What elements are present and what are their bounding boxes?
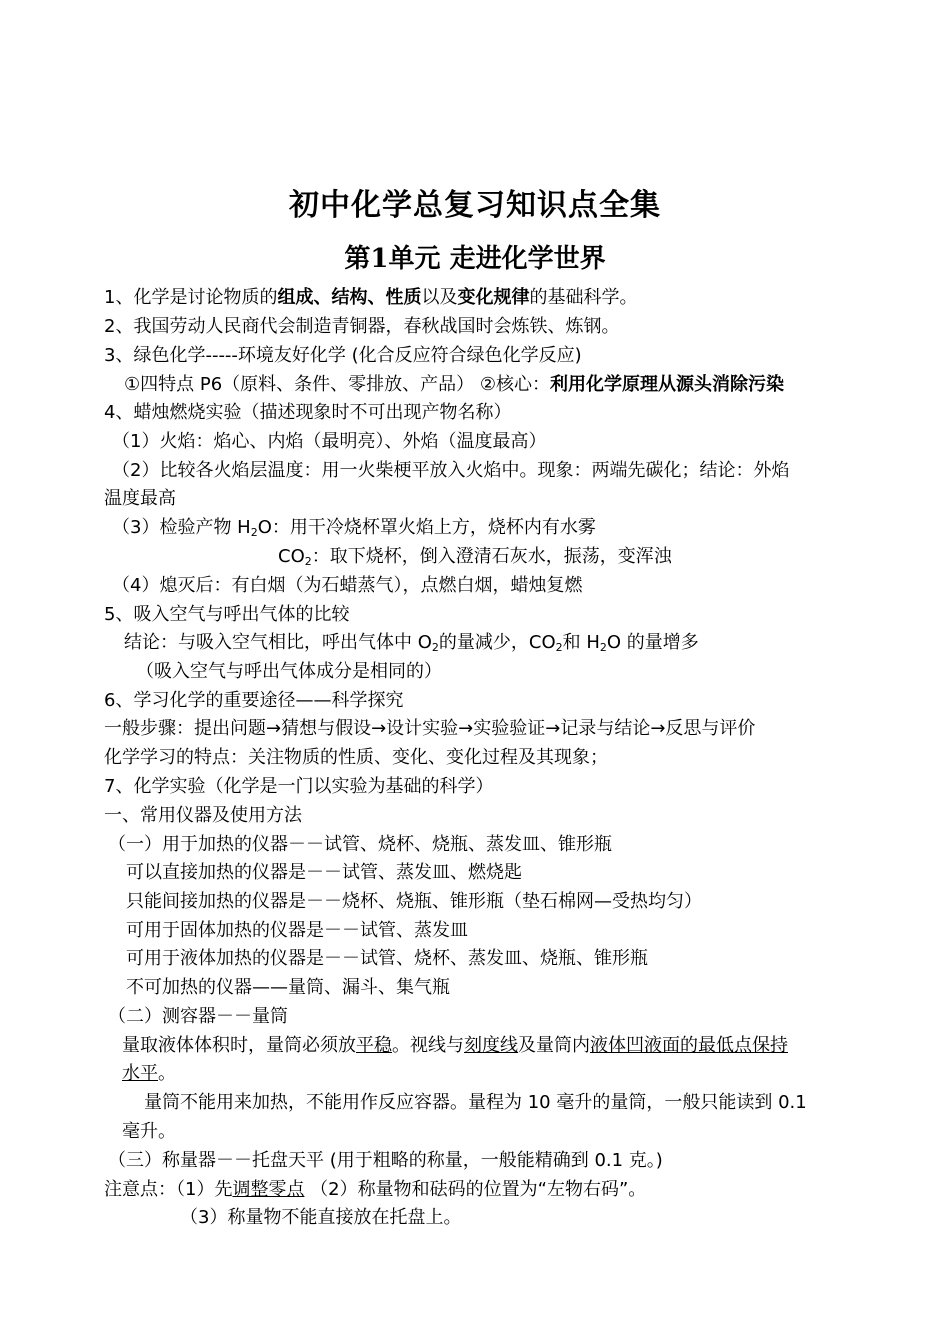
point-4-1: （1）火焰：焰心、内焰（最明亮）、外焰（温度最高） — [112, 431, 547, 452]
section-1-3: （三）称量器－－托盘天平 (用于粗略的称量，一般能精确到 0.1 克。) — [108, 1150, 663, 1171]
section-1-1-e: 不可加热的仪器——量筒、漏斗、集气瓶 — [126, 977, 450, 998]
point-1: 1、化学是讨论物质的组成、结构、性质以及变化规律的基础科学。 — [104, 287, 638, 308]
point-5: 5、吸入空气与呼出气体的比较 — [104, 604, 350, 625]
section-1-2-a-cont: 水平。 — [122, 1063, 176, 1084]
point-4-3-co2: $CO_2$：取下烧杯，倒入澄清石灰水，振荡，变浑浊 — [278, 546, 672, 568]
point-3: 3、绿色化学-----环境友好化学 (化合反应符合绿色化学反应) — [104, 345, 582, 366]
section-1-2-b-cont: 毫升。 — [122, 1121, 176, 1142]
point-4-2: （2）比较各火焰层温度：用一火柴梗平放入火焰中。现象：两端先碳化；结论：外焰 — [112, 460, 790, 481]
section-1-1-b: 只能间接加热的仪器是－－烧杯、烧瓶、锥形瓶（垫石棉网—受热均匀） — [126, 891, 702, 912]
point-4-4: （4）熄灭后：有白烟（为石蜡蒸气），点燃白烟，蜡烛复燃 — [112, 575, 583, 596]
section-1-2-b: 量筒不能用来加热，不能用作反应容器。量程为 10 毫升的量筒，一般只能读到 0.1 — [144, 1092, 807, 1113]
section-1-1-c: 可用于固体加热的仪器是－－试管、蒸发皿 — [126, 920, 468, 941]
point-4-2-cont: 温度最高 — [104, 488, 176, 509]
unit-title: 第1单元 走进化学世界 — [344, 244, 606, 274]
section-1-2-a: 量取液体体积时，量筒必须放平稳。视线与刻度线及量筒内液体凹液面的最低点保持 — [122, 1035, 788, 1056]
note-1: 注意点：（1）先调整零点 （2）称量物和砝码的位置为“左物右码”。 — [104, 1179, 647, 1200]
note-2: （3）称量物不能直接放在托盘上。 — [180, 1207, 462, 1228]
point-3-detail: ①四特点 P6（原料、条件、零排放、产品） ②核心：利用化学原理从源头消除污染 — [124, 374, 785, 395]
point-5-note: （吸入空气与呼出气体成分是相同的） — [136, 661, 442, 682]
point-7: 7、化学实验（化学是一门以实验为基础的科学） — [104, 776, 494, 797]
point-4-3: （3）检验产物 $H_2O$：用干冷烧杯罩火焰上方，烧杯内有水雾 — [112, 517, 596, 539]
point-4: 4、蜡烛燃烧实验（描述现象时不可出现产物名称） — [104, 402, 512, 423]
point-6-features: 化学学习的特点：关注物质的性质、变化、变化过程及其现象； — [104, 747, 608, 768]
point-5-conclusion: 结论：与吸入空气相比，呼出气体中 $O_2$的量减少，$CO_2$和 $H_2O$ 的量增多 — [124, 632, 699, 654]
section-1-heading: 一、常用仪器及使用方法 — [104, 805, 302, 826]
point-2: 2、我国劳动人民商代会制造青铜器，春秋战国时会炼铁、炼钢。 — [104, 316, 620, 337]
point-6-steps: 一般步骤：提出问题→猜想与假设→设计实验→实验验证→记录与结论→反思与评价 — [104, 718, 756, 739]
section-1-2: （二）测容器－－量筒 — [108, 1006, 288, 1027]
section-1-1-a: 可以直接加热的仪器是－－试管、蒸发皿、燃烧匙 — [126, 862, 522, 883]
point-6: 6、学习化学的重要途径——科学探究 — [104, 690, 404, 711]
section-1-1: （一）用于加热的仪器－－试管、烧杯、烧瓶、蒸发皿、锥形瓶 — [108, 834, 612, 855]
document-title: 初中化学总复习知识点全集 — [289, 188, 661, 223]
section-1-1-d: 可用于液体加热的仪器是－－试管、烧杯、蒸发皿、烧瓶、锥形瓶 — [126, 948, 648, 969]
